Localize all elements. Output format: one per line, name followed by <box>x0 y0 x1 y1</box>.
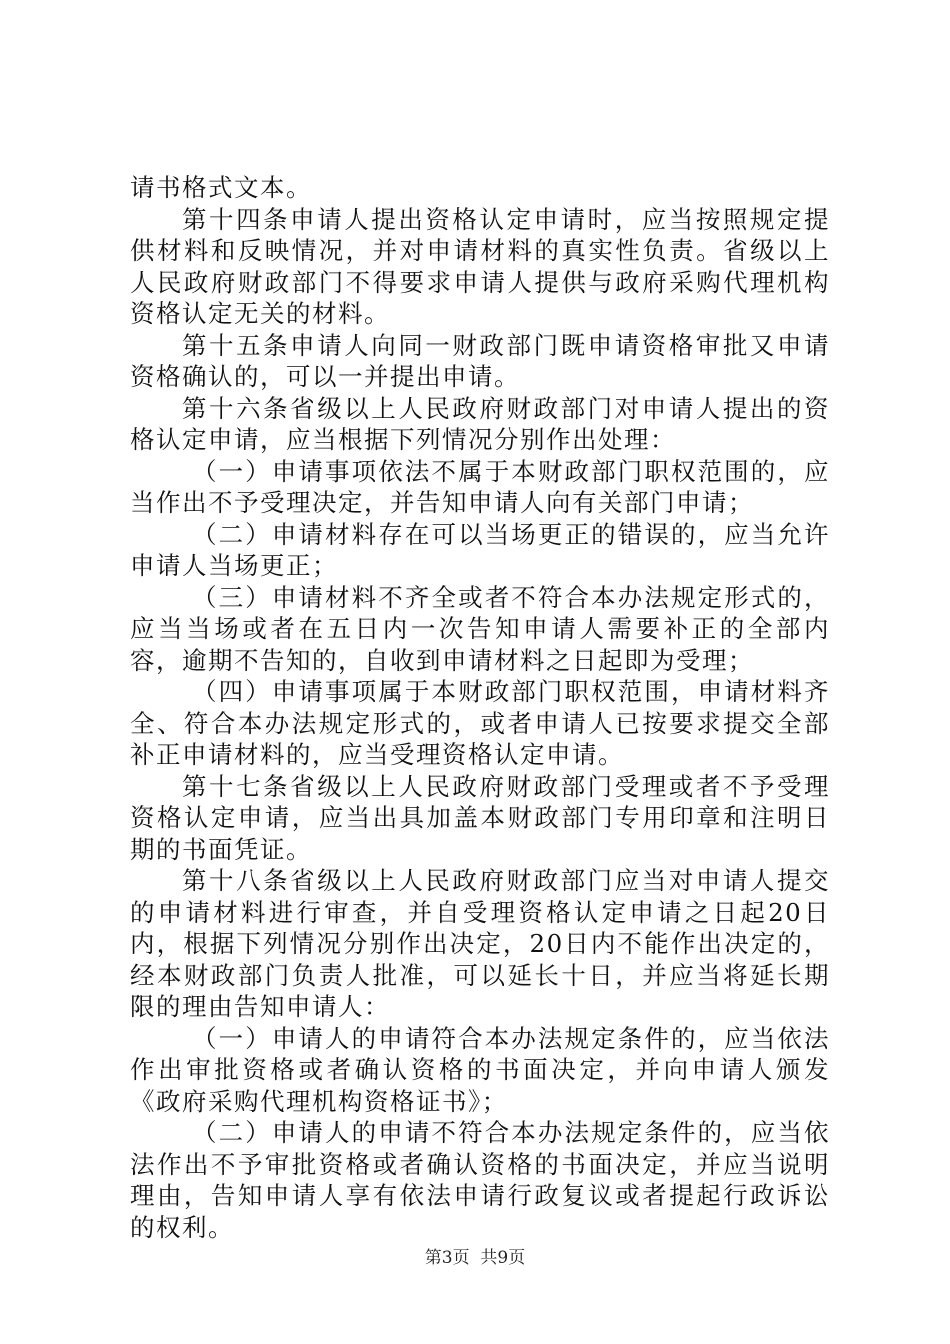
paragraph: （二）申请材料存在可以当场更正的错误的，应当允许申请人当场更正； <box>130 519 830 580</box>
page-footer <box>0 1243 950 1268</box>
paragraph: （四）申请事项属于本财政部门职权范围，申请材料齐全、符合本办法规定形式的，或者申请人已按要求提交全部补正申请材料的，应当受理资格认定申请。 <box>130 677 830 769</box>
paragraph: （一）申请事项依法不属于本财政部门职权范围的，应当作出不予受理决定，并告知申请人向有关部门申请； <box>130 456 830 517</box>
paragraph: （一）申请人的申请符合本办法规定条件的，应当依法作出审批资格或者确认资格的书面决定，并向申请人颁发《政府采购代理机构资格证书》； <box>130 1023 830 1116</box>
paragraph: 第十八条省级以上人民政府财政部门应当对申请人提交的申请材料进行审查，并自受理资格认定申请之日起20日内，根据下列情况分别作出决定，20日内不能作出决定的，经本财政部门负责人批准，可以延长十日，并应当将延长期限的理由告知申请人： <box>130 866 830 1021</box>
paragraph: 请书格式文本。 <box>130 173 312 202</box>
paragraph: （二）申请人的申请不符合本办法规定条件的，应当依法作出不予审批资格或者确认资格的书面决定，并应当说明理由，告知申请人享有依法申请行政复议或者提起行政诉讼的权利。 <box>130 1118 830 1242</box>
paragraph: 第十六条省级以上人民政府财政部门对申请人提出的资格认定申请，应当根据下列情况分别作出处理： <box>130 393 830 454</box>
paragraph: 第十七条省级以上人民政府财政部门受理或者不予受理资格认定申请，应当出具加盖本财政部门专用印章和注明日期的书面凭证。 <box>130 771 830 864</box>
document-body <box>130 172 830 1243</box>
paragraph: （三）申请材料不齐全或者不符合本办法规定形式的，应当当场或者在五日内一次告知申请人需要补正的全部内容，逾期不告知的，自收到申请材料之日起即为受理； <box>130 582 830 675</box>
paragraph: 第十四条申请人提出资格认定申请时，应当按照规定提供材料和反映情况，并对申请材料的真实性负责。省级以上人民政府财政部门不得要求申请人提供与政府采购代理机构资格认定无关的材料。 <box>130 204 830 328</box>
page-number-label: 第3页 共9页 <box>424 1248 526 1268</box>
paragraph: 第十五条申请人向同一财政部门既申请资格审批又申请资格确认的，可以一并提出申请。 <box>130 330 830 391</box>
